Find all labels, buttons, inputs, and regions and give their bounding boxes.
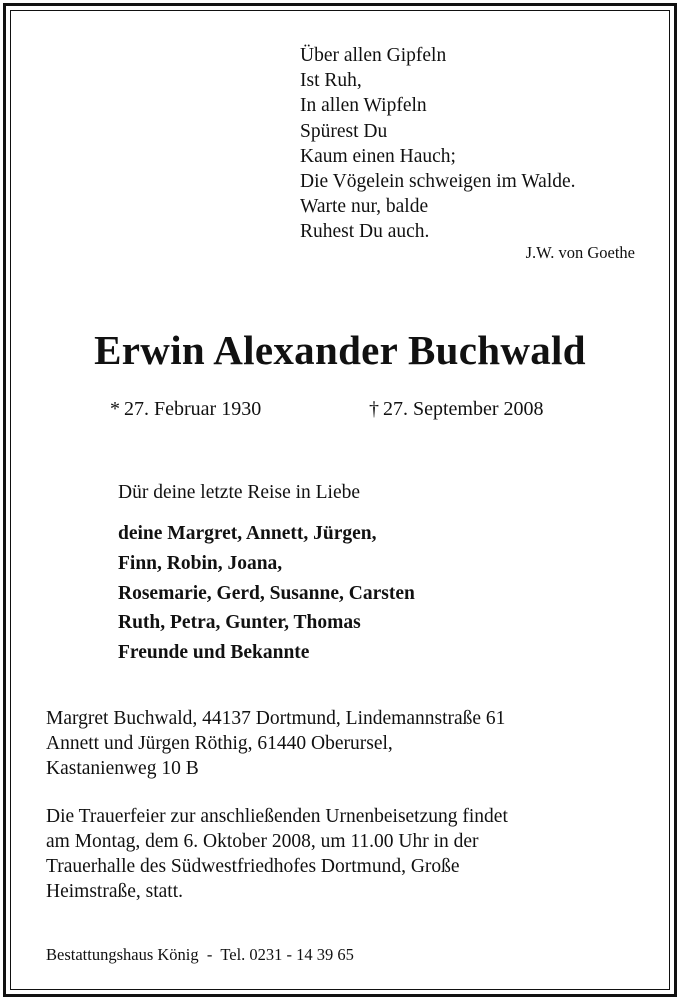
death-date-line — [369, 398, 544, 421]
poem-line: Warte nur, balde — [300, 196, 429, 218]
poem-line: Die Vögelein schweigen im Walde. — [300, 171, 576, 193]
poem-author: J.W. von Goethe — [525, 243, 635, 262]
birth-date: 27. Februar 1930 — [124, 398, 262, 420]
poem — [300, 43, 576, 245]
mourner-line: Rosemarie, Gerd, Susanne, Carsten — [118, 582, 415, 604]
funeral-home-contact: Bestattungshaus König - Tel. 0231 - 14 39 65 — [46, 945, 354, 964]
birth-star-icon: * — [110, 398, 120, 420]
birth-date-line — [110, 398, 261, 421]
poem-line: Über allen Gipfeln — [300, 45, 447, 66]
poem-line: Spürest Du — [300, 120, 388, 142]
service-notice — [46, 804, 508, 904]
service-line: Trauerhalle des Südwestfriedhofes Dortmund, Große — [46, 856, 460, 877]
address-line: Kastanienweg 10 B — [46, 758, 199, 779]
death-date: 27. September 2008 — [383, 398, 544, 420]
death-cross-icon: † — [369, 398, 379, 420]
service-line: Heimstraße, statt. — [46, 881, 184, 902]
poem-line: Kaum einen Hauch; — [300, 145, 456, 167]
mourner-line: Finn, Robin, Joana, — [118, 552, 283, 574]
poem-line: Ist Ruh, — [300, 70, 362, 92]
address-line: Annett und Jürgen Röthig, 61440 Oberursel, — [46, 733, 393, 754]
mourner-line: deine Margret, Annett, Jürgen, — [118, 523, 377, 544]
service-line: Die Trauerfeier zur anschließenden Urnenbeisetzung findet — [46, 806, 508, 827]
address-line: Margret Buchwald, 44137 Dortmund, Lindemannstraße 61 — [46, 708, 506, 729]
mourners-list — [118, 519, 415, 668]
service-line: am Montag, dem 6. Oktober 2008, um 11.00 Uhr in der — [46, 831, 479, 852]
mourner-line: Freunde und Bekannte — [118, 642, 310, 664]
mourner-line: Ruth, Petra, Gunter, Thomas — [118, 612, 361, 634]
address-block — [46, 706, 505, 781]
poem-line: Ruhest Du auch. — [300, 221, 430, 243]
deceased-name: Erwin Alexander Buchwald — [94, 327, 586, 373]
poem-line: In allen Wipfeln — [300, 95, 427, 117]
dedication-intro: Dür deine letzte Reise in Liebe — [118, 482, 361, 503]
